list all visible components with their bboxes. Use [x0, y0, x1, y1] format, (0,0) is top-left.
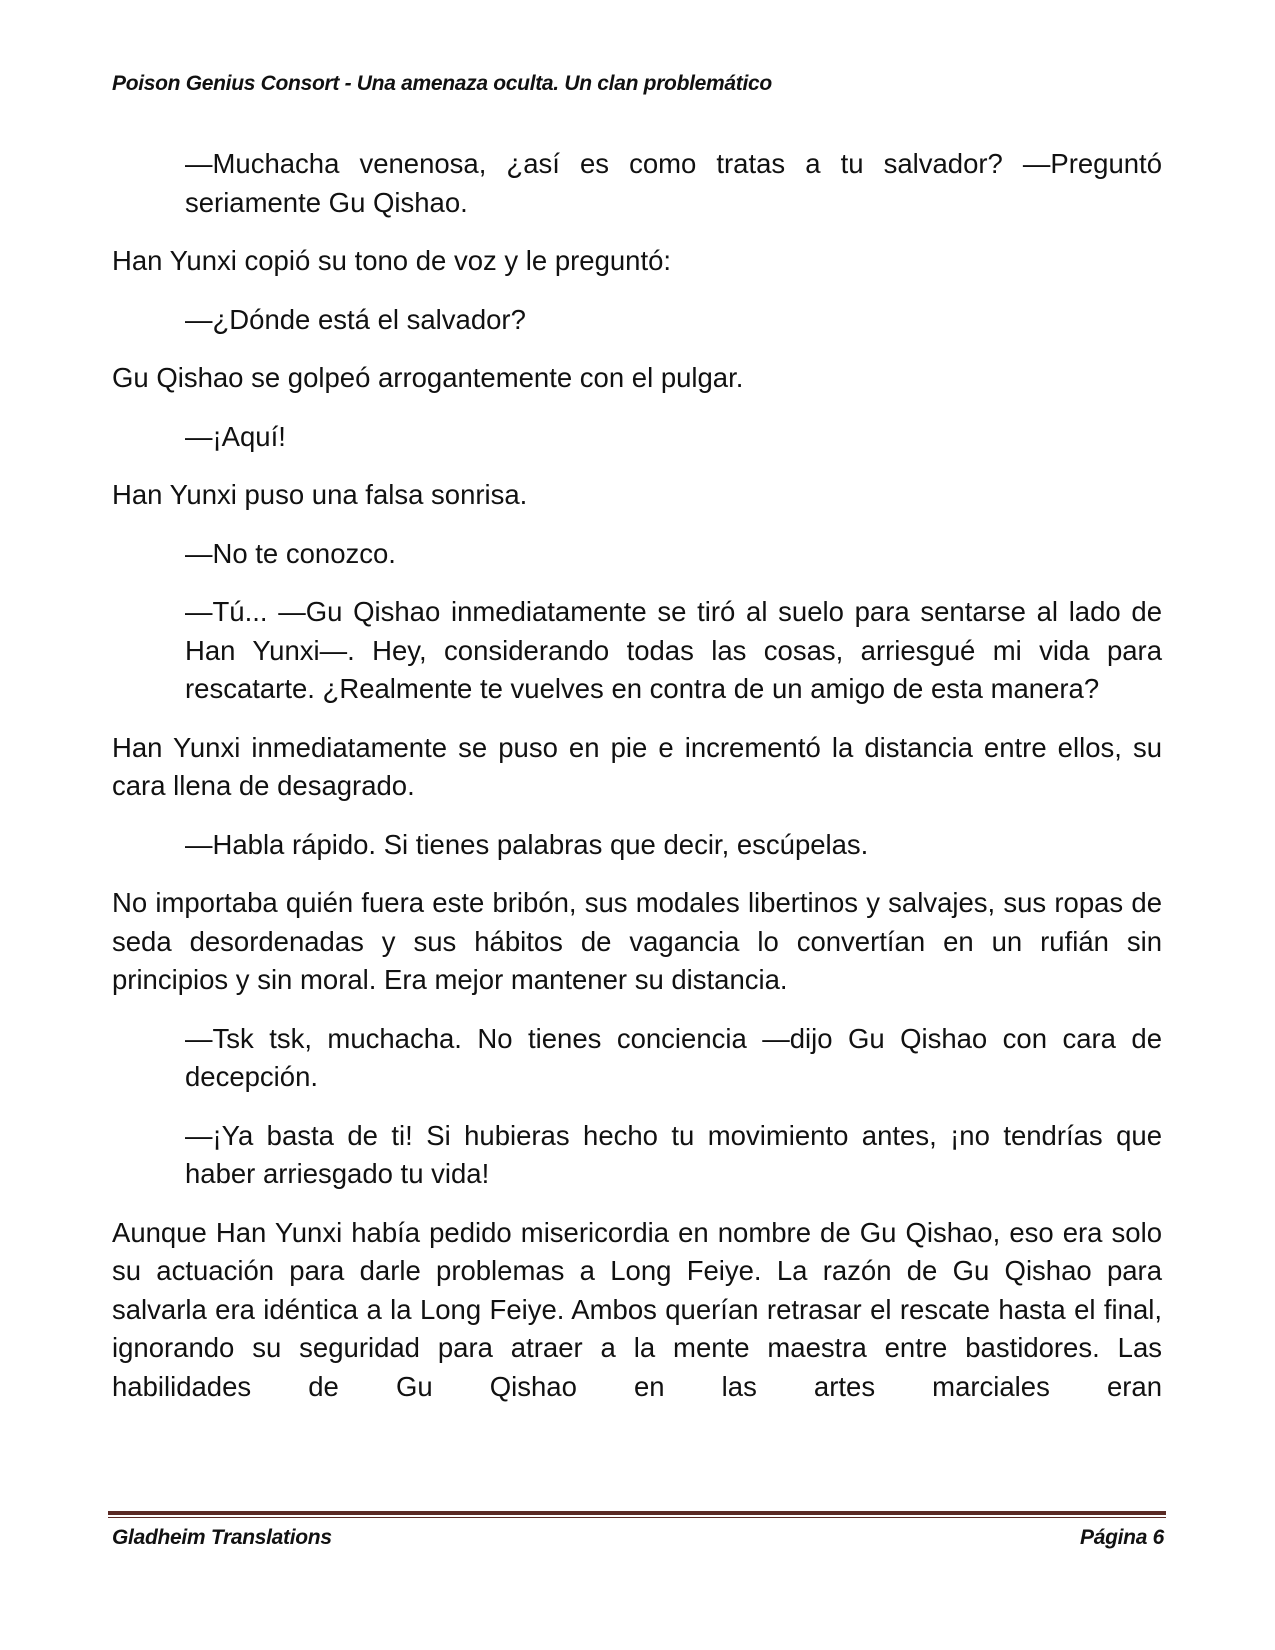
page-header-title: Poison Genius Consort - Una amenaza oculta. Un clan problemático [112, 72, 772, 95]
footer-divider-thin-line [108, 1517, 1166, 1518]
narration-paragraph: Han Yunxi copió su tono de voz y le preguntó: [112, 245, 672, 276]
dialogue-paragraph: —Muchacha venenosa, ¿así es como tratas a tu salvador? —Preguntó seriamente Gu Qishao. [185, 148, 1162, 218]
dialogue-paragraph: —Habla rápido. Si tienes palabras que decir, escúpelas. [185, 828, 869, 860]
footer-divider-thick-line [108, 1511, 1166, 1515]
dialogue-paragraph: —Tú... —Gu Qishao inmediatamente se tiró al suelo para sentarse al lado de Han Yunxi—. Hey, considerando todas las cosas, arriesgué mi vida para rescatarte. ¿Realmente te vuelves en contra de un amigo de esta manera? [185, 596, 1162, 704]
dialogue-paragraph: —¿Dónde está el salvador? [185, 303, 526, 335]
page-body [112, 145, 1162, 1426]
dialogue-paragraph: —Tsk tsk, muchacha. No tienes conciencia —dijo Gu Qishao con cara de decepción. [185, 1022, 1162, 1092]
narration-paragraph: Aunque Han Yunxi había pedido misericordia en nombre de Gu Qishao, eso era solo su actuación para darle problemas a Long Feiye. La razón de Gu Qishao para salvarla era idéntica a la Long Feiye. Ambos querían retrasar el rescate hasta el final, ignorando su seguridad para atraer a la mente maestra entre bastidores. Las habilidades de Gu Qishao en las artes marciales eran [112, 1216, 1162, 1402]
narration-paragraph: Han Yunxi puso una falsa sonrisa. [112, 479, 528, 510]
dialogue-paragraph: —¡Ya basta de ti! Si hubieras hecho tu movimiento antes, ¡no tendrías que haber arriesgado tu vida! [185, 1119, 1162, 1189]
footer-publisher: Gladheim Translations [112, 1526, 332, 1549]
footer-page-number: Página 6 [1080, 1526, 1164, 1549]
dialogue-paragraph: —No te conozco. [185, 537, 396, 569]
dialogue-paragraph: —¡Aquí! [185, 420, 286, 452]
narration-paragraph: No importaba quién fuera este bribón, sus modales libertinos y salvajes, sus ropas de seda desordenadas y sus hábitos de vagancia lo convertían en un rufián sin principios y sin moral. Era mejor mantener su distancia. [112, 887, 1162, 995]
narration-paragraph: Han Yunxi inmediatamente se puso en pie e incrementó la distancia entre ellos, su cara llena de desagrado. [112, 731, 1162, 801]
footer-divider [108, 1511, 1166, 1519]
narration-paragraph: Gu Qishao se golpeó arrogantemente con el pulgar. [112, 362, 744, 393]
